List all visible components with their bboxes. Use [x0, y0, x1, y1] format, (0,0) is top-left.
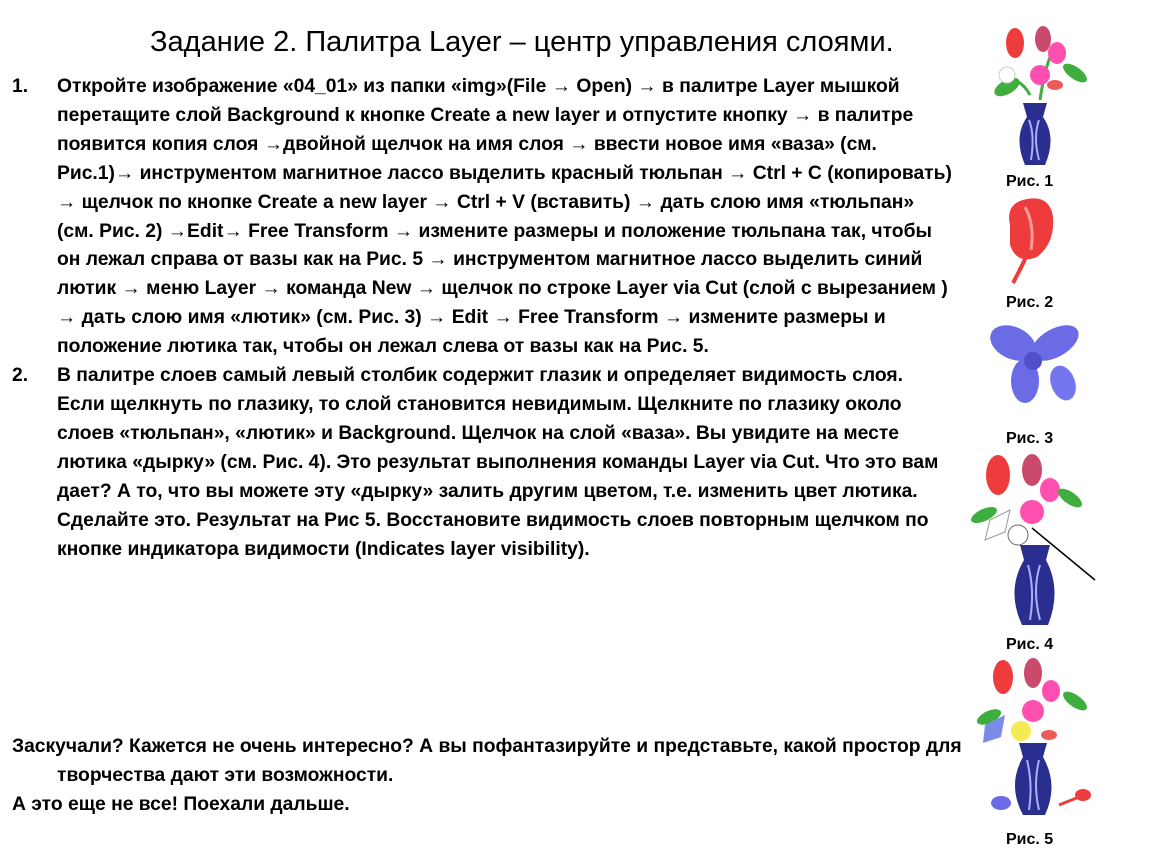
figure-2-caption: Рис. 2 [1006, 294, 1054, 311]
item-text: В палитре слоев самый левый столбик содержит глазик и определяет видимость слоя. Если щелкнуть по глазику, то слой становится невидимым. Щелкните по глазику около слоев «тюльпан», «лютик» и Background. Щелчок на слой «ваза». Вы увидите на месте лютика «дырку» (см. Рис. 4). Это результат выполнения команды Layer via Cut. Что это вам дает? А то, что вы можете эту «дырку» залить другим цветом, т.е. изменить цвет лютика. Сделайте это. Результат на Рис 5. Восстановите видимость слоев повторным щелчком по кнопке индикатора видимости (Indicates layer visibility). [57, 365, 939, 560]
figure-3-caption: Рис. 3 [1006, 430, 1054, 447]
closing-paragraph: А это еще не все! Поехали дальше. [12, 793, 350, 815]
figure-4-caption: Рис. 4 [1006, 636, 1054, 653]
figure-4-bouquet-hole [970, 450, 1100, 630]
figure-3-buttercup [975, 313, 1090, 413]
list-item [12, 362, 952, 564]
item-number: 2. [12, 365, 29, 387]
task-list [12, 73, 952, 564]
closing-text [12, 733, 962, 820]
figure-5-result-bouquet [975, 655, 1100, 825]
figure-1-caption: Рис. 1 [1006, 173, 1054, 190]
page-title: Задание 2. Палитра Layer – центр управления слоями. [150, 26, 894, 58]
closing-paragraph: Заскучали? Кажется не очень интересно? А вы пофантазируйте и представьте, какой простор для творчества дают эти возможности. [12, 736, 962, 786]
item-text: Откройте изображение «04_01» из папки «img»(File → Open) → в палитре Layer мышкой перетащите слой Background к кнопке Create a new layer и отпустите кнопку → в палитре появится копия слоя →двойной щелчок на имя слоя → ввести новое имя «ваза» (см. Рис.1)→ инструментом магнитное лассо выделить красный тюльпан → Ctrl + C (копировать) → щелчок по кнопке Create a new layer → Ctrl + V (вставить) → дать слою имя «тюльпан» (см. Рис. 2) →Edit→ Free Transform → измените размеры и положение тюльпана так, чтобы он лежал справа от вазы как на Рис. 5 → инструментом магнитное лассо выделить синий лютик → меню Layer → команда New → щелчок по строке Layer via Cut (слой с вырезанием ) → дать слою имя «лютик» (см. Рис. 3) → Edit → Free Transform → измените размеры и положение лютика так, чтобы он лежал слева от вазы как на Рис. 5. [57, 76, 952, 358]
item-number: 1. [12, 76, 29, 97]
figure-5-caption: Рис. 5 [1006, 831, 1054, 848]
figure-1-vase-bouquet [985, 25, 1100, 170]
figure-2-tulip [995, 195, 1065, 287]
list-item [12, 73, 952, 362]
